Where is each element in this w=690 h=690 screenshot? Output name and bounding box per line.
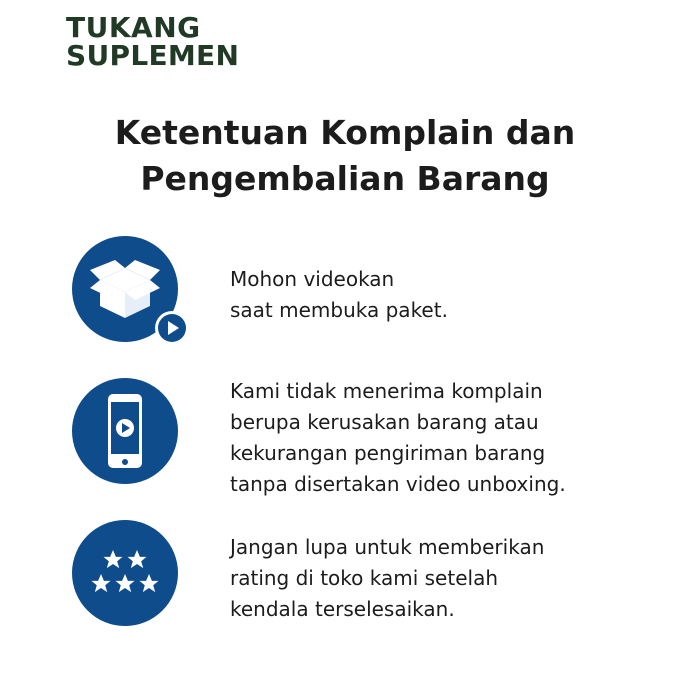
rule-line: kekurangan pengiriman barang — [230, 441, 546, 465]
rule-text — [230, 264, 448, 326]
rule-item-no-complaint — [72, 378, 652, 498]
brand-logo-line2: SUPLEMEN — [66, 39, 240, 72]
rule-line: Mohon videokan — [230, 267, 395, 291]
box-video-icon — [72, 236, 178, 342]
rule-line: rating di toko kami setelah — [230, 566, 498, 590]
rule-text — [230, 376, 566, 500]
page-title — [0, 110, 690, 202]
rule-line: tanpa disertakan video unboxing. — [230, 472, 566, 496]
brand-logo-line1: TUKANG — [66, 11, 201, 44]
rule-item-rating — [72, 520, 652, 640]
rule-line: Kami tidak menerima komplain — [230, 379, 543, 403]
rule-line: kendala terselesaikan. — [230, 597, 455, 621]
phone-video-icon — [72, 378, 178, 484]
stars-rating-icon — [72, 520, 178, 626]
page-title-line2: Pengembalian Barang — [140, 159, 550, 198]
rule-line: saat membuka paket. — [230, 298, 448, 322]
brand-logo — [66, 11, 240, 72]
rule-line: berupa kerusakan barang atau — [230, 410, 539, 434]
page-title-line1: Ketentuan Komplain dan — [114, 113, 576, 152]
rule-text — [230, 532, 544, 625]
rule-item-video-unboxing — [72, 236, 652, 356]
rule-line: Jangan lupa untuk memberikan — [230, 535, 545, 559]
